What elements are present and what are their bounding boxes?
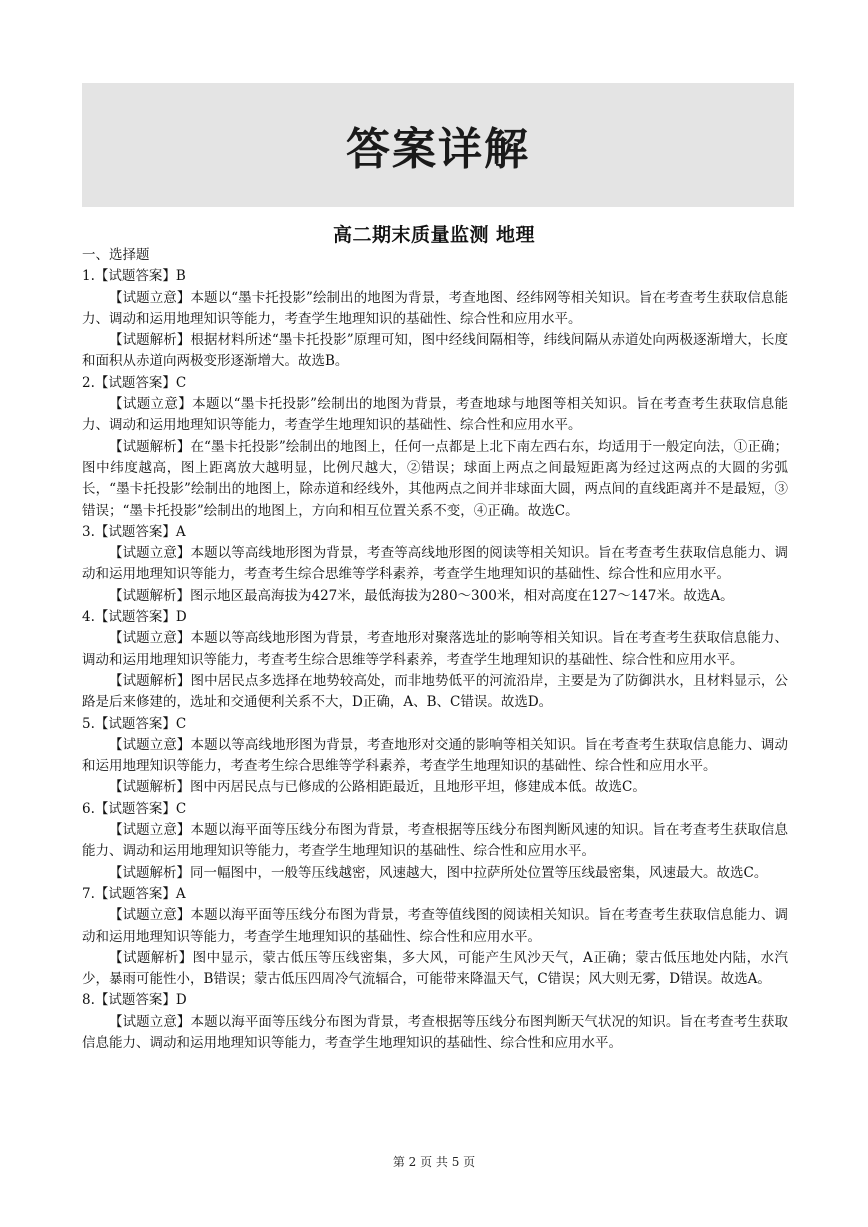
intent-paragraph: 【试题立意】本题以“墨卡托投影”绘制出的地图为背景，考查地图、经纬网等相关知识。旨在考查考生获取信息能力、调动和运用地理知识等能力，考查学生地理知识的基础性、综合性和应用水平。 <box>82 289 788 327</box>
intent-paragraph: 【试题立意】本题以等高线地形图为背景，考查地形对交通的影响等相关知识。旨在考查考生获取信息能力、调动和运用地理知识等能力，考查考生综合思维等学科素养，考查学生地理知识的基础性、综合性和应用水平。 <box>82 736 788 775</box>
intent-paragraph: 【试题立意】本题以等高线地形图为背景，考查地形对聚落选址的影响等相关知识。旨在考查考生获取信息能力、调动和运用地理知识等能力，考查考生综合思维等学科素养，考查学生地理知识的基础性、综合性和应用水平。 <box>82 630 788 668</box>
question-item-6 <box>82 799 788 884</box>
question-item-8 <box>82 990 788 1054</box>
intent-paragraph: 【试题立意】本题以海平面等压线分布图为背景，考查等值线图的阅读相关知识。旨在考查考生获取信息能力、调动和运用地理知识等能力，考查学生地理知识的基础性、综合性和应用水平。 <box>82 907 788 945</box>
intent-paragraph: 【试题立意】本题以“墨卡托投影”绘制出的地图为背景，考查地球与地图等相关知识。旨在考查考生获取信息能力、调动和运用地理知识等能力，考查学生地理知识的基础性、综合性和应用水平。 <box>82 396 788 434</box>
analysis-paragraph: 【试题解析】根据材料所述“墨卡托投影”原理可知，图中经线间隔相等，纬线间隔从赤道处向两极逐渐增大，长度和面积从赤道向两极变形逐渐增大。故选B。 <box>82 332 788 370</box>
analysis-paragraph: 【试题解析】图中显示，蒙古低压等压线密集，多大风，可能产生风沙天气，A正确；蒙古低压地处内陆，水汽少，暴雨可能性小，B错误；蒙古低压四周冷气流辐合，可能带来降温天气，C错误；风大则无雾，D错误。故选A。 <box>82 949 788 988</box>
question-item-5 <box>82 714 788 799</box>
question-item-3 <box>82 522 788 607</box>
intent-paragraph: 【试题立意】本题以等高线地形图为背景，考查等高线地形图的阅读等相关知识。旨在考查考生获取信息能力、调动和运用地理知识等能力，考查考生综合思维等学科素养，考查学生地理知识的基础性、综合性和应用水平。 <box>82 545 788 583</box>
answer-content <box>82 245 788 1054</box>
answer-line: 2.【试题答案】C <box>82 374 187 391</box>
analysis-paragraph: 【试题解析】图中丙居民点与已修成的公路相距最近，且地形平坦，修建成本低。故选C。 <box>109 779 646 796</box>
answer-line: 3.【试题答案】A <box>82 523 186 540</box>
analysis-paragraph: 【试题解析】图示地区最高海拔为427米，最低海拔为280～300米，相对高度在127～147米。故选A。 <box>109 587 734 604</box>
answer-line: 8.【试题答案】D <box>82 992 187 1009</box>
exam-subtitle: 高二期末质量监测 地理 <box>332 224 536 246</box>
intent-paragraph: 【试题立意】本题以海平面等压线分布图为背景，考查根据等压线分布图判断风速的知识。旨在考查考生获取信息能力、调动和运用地理知识等能力，考查学生地理知识的基础性、综合性和应用水平。 <box>82 822 788 860</box>
intent-paragraph: 【试题立意】本题以海平面等压线分布图为背景，考查根据等压线分布图判断天气状况的知识。旨在考查考生获取信息能力、调动和运用地理知识等能力，考查学生地理知识的基础性、综合性和应用水平。 <box>82 1013 788 1051</box>
page-number: 第 2 页 共 5 页 <box>392 1155 476 1169</box>
question-item-2 <box>82 373 788 522</box>
analysis-paragraph: 【试题解析】图中居民点多选择在地势较高处，而非地势低平的河流沿岸，主要是为了防御洪水，且材料显示，公路是后来修建的，选址和交通便利关系不大，D正确，A、B、C错误。故选D。 <box>82 672 788 711</box>
answer-line: 7.【试题答案】A <box>82 885 186 902</box>
question-item-1 <box>82 266 788 372</box>
title-banner <box>82 83 794 207</box>
section-title: 一、选择题 <box>82 247 150 263</box>
page-title: 答案详解 <box>346 124 530 175</box>
question-item-4 <box>82 607 788 713</box>
analysis-paragraph: 【试题解析】同一幅图中，一般等压线越密，风速越大，图中拉萨所处位置等压线最密集，风速最大。故选C。 <box>109 864 768 881</box>
answer-line: 6.【试题答案】C <box>82 800 187 817</box>
analysis-paragraph: 【试题解析】在“墨卡托投影”绘制出的地图上，任何一点都是上北下南左西右东，均适用于一般定向法，①正确；图中纬度越高，图上距离放大越明显，比例尺越大，②错误；球面上两点之间最短距离为经过这两点的大圆的劣弧长，“墨卡托投影”绘制出的地图上，除赤道和经线外，其他两点之间并非球面大圆，两点间的直线距离并不是最短，③错误；“墨卡托投影”绘制出的地图上，方向和相互位置关系不变，④正确。故选C。 <box>82 438 788 519</box>
answer-line: 1.【试题答案】B <box>82 268 186 285</box>
answer-line: 4.【试题答案】D <box>82 609 187 626</box>
question-item-7 <box>82 884 788 990</box>
answer-line: 5.【试题答案】C <box>82 715 187 732</box>
